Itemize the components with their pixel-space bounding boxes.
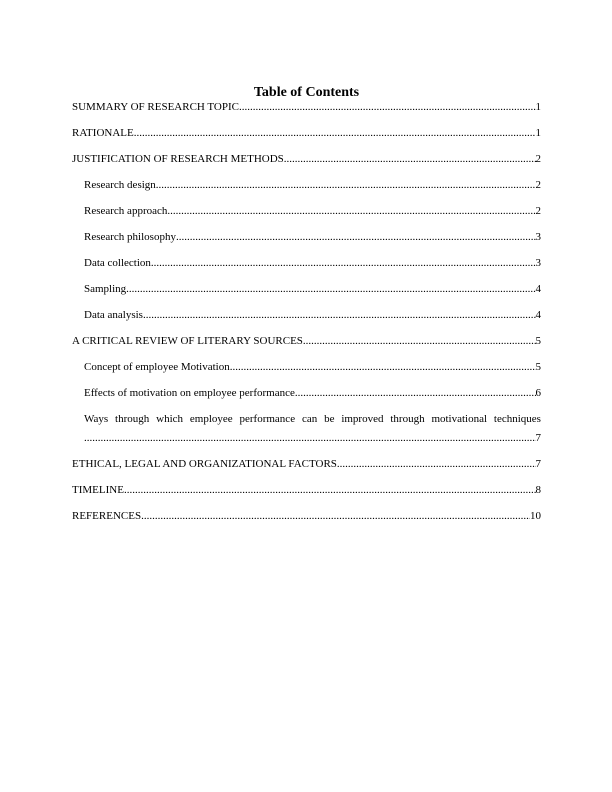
dot-leader: [337, 458, 536, 471]
toc-entry-page: 10: [530, 510, 541, 522]
dot-leader: [143, 309, 536, 322]
toc-entry-page: 7: [535, 458, 541, 470]
toc-entry-timeline[interactable]: [72, 484, 541, 497]
toc-list: [72, 101, 541, 523]
toc-entry-justification[interactable]: [72, 153, 541, 166]
dot-leader: [124, 484, 536, 497]
toc-entry-research-approach[interactable]: [72, 205, 541, 218]
toc-entry-label: Research approach: [84, 205, 168, 217]
toc-entry-critical-review[interactable]: [72, 335, 541, 348]
toc-entry-label: ETHICAL, LEGAL AND ORGANIZATIONAL FACTORS: [72, 458, 337, 470]
toc-entry-ways-improve-performance[interactable]: [72, 413, 541, 445]
dot-leader: [303, 335, 536, 348]
toc-entry-page: 8: [535, 484, 541, 496]
document-page: [72, 84, 541, 523]
toc-entry-page: 1: [535, 127, 541, 139]
toc-entry-references[interactable]: [72, 510, 541, 523]
dot-leader: [156, 179, 536, 192]
toc-entry-label: Ways through which employee performance can be improved through motivational techniques: [84, 413, 541, 425]
toc-entry-label: Data analysis: [84, 309, 143, 321]
toc-entry-label: SUMMARY OF RESEARCH TOPIC: [72, 101, 239, 113]
dot-leader: [239, 101, 536, 114]
toc-entry-label: JUSTIFICATION OF RESEARCH METHODS: [72, 153, 284, 165]
toc-entry-label: A CRITICAL REVIEW OF LITERARY SOURCES: [72, 335, 303, 347]
dot-leader: [141, 510, 530, 523]
toc-title: Table of Contents: [253, 85, 360, 100]
toc-entry-data-collection[interactable]: [72, 257, 541, 270]
toc-entry-page: 2: [535, 153, 541, 165]
toc-entry-page: 1: [535, 101, 541, 113]
toc-entry-label: Data collection: [84, 257, 151, 269]
dot-leader: [126, 283, 535, 296]
toc-entry-label: Concept of employee Motivation: [84, 361, 230, 373]
toc-entry-page: 3: [535, 231, 541, 243]
dot-leader: [84, 432, 536, 445]
dot-leader: [176, 231, 536, 244]
toc-entry-page: 4: [535, 283, 541, 295]
toc-entry-page: 5: [535, 335, 541, 347]
toc-entry-effects-motivation[interactable]: [72, 387, 541, 400]
toc-entry-data-analysis[interactable]: [72, 309, 541, 322]
toc-entry-label: Research design: [84, 179, 156, 191]
toc-entry-rationale[interactable]: [72, 127, 541, 140]
toc-entry-page: 2: [535, 205, 541, 217]
toc-entry-research-design[interactable]: [72, 179, 541, 192]
dot-leader: [284, 153, 536, 166]
dot-leader: [230, 361, 536, 374]
toc-entry-label: TIMELINE: [72, 484, 124, 496]
toc-entry-research-philosophy[interactable]: [72, 231, 541, 244]
dot-leader: [167, 205, 535, 218]
toc-entry-page: 3: [535, 257, 541, 269]
toc-entry-sampling[interactable]: [72, 283, 541, 296]
dot-leader: [134, 127, 536, 140]
toc-entry-label: RATIONALE: [72, 127, 134, 139]
toc-entry-concept-motivation[interactable]: [72, 361, 541, 374]
toc-entry-label: Effects of motivation on employee performance: [84, 387, 295, 399]
toc-entry-label: Research philosophy: [84, 231, 176, 243]
dot-leader: [151, 257, 536, 270]
dot-leader: [295, 387, 536, 400]
toc-entry-label: REFERENCES: [72, 510, 142, 522]
toc-entry-page: 7: [535, 432, 541, 444]
toc-entry-ethical-legal[interactable]: [72, 458, 541, 471]
toc-entry-page: 4: [535, 309, 541, 321]
toc-entry-page: 6: [535, 387, 541, 399]
toc-entry-summary[interactable]: [72, 101, 541, 114]
toc-entry-page: 2: [535, 179, 541, 191]
toc-entry-label: Sampling: [84, 283, 127, 295]
toc-entry-page: 5: [535, 361, 541, 373]
